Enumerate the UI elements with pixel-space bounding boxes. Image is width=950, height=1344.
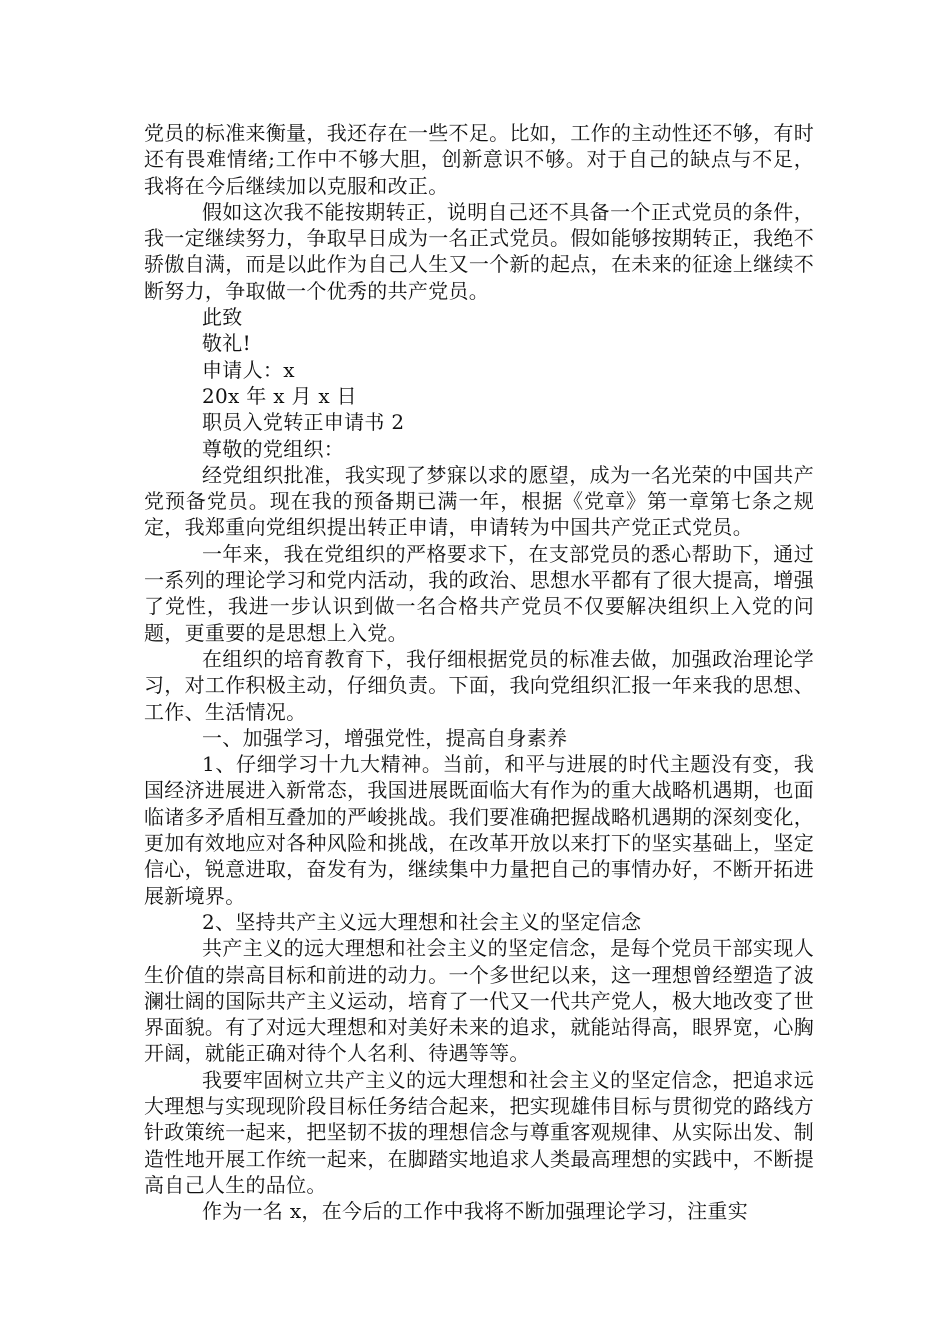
paragraph-past-year: 一年来，我在党组织的严格要求下，在支部党员的悉心帮助下，通过一系列的理论学习和党内活动，我的政治、思想水平都有了很大提高，增强了党性，我进一步认识到做一名合格共产党员不仅要解决组织上入党的问题，更重要的是思想上入党。 <box>144 541 814 645</box>
document-body <box>144 120 814 1224</box>
closing-regards: 敬礼! <box>202 331 251 356</box>
applicant-line: 申请人：x <box>202 357 295 382</box>
paragraph-application: 经党组织批准，我实现了梦寐以求的愿望，成为一名光荣的中国共产党预备党员。现在我的预备期已满一年，根据《党章》第一章第七条之规定，我郑重向党组织提出转正申请，申请转为中国共产党正式党员。 <box>144 462 814 540</box>
paragraph-probation-outcome: 假如这次我不能按期转正，说明自己还不具备一个正式党员的条件，我一定继续努力，争取早日成为一名正式党员。假如能够按期转正，我绝不骄傲自满，而是以此作为自己人生又一个新的起点，在未来的征途上继续不断努力，争取做一个优秀的共产党员。 <box>144 199 814 303</box>
date-line: 20x 年 x 月 x 日 <box>202 383 357 408</box>
heading-ideals: 2、坚持共产主义远大理想和社会主义的坚定信念 <box>202 909 642 934</box>
paragraph-continued: 党员的标准来衡量，我还存在一些不足。比如，工作的主动性还不够，有时还有畏难情绪;工作中不够大胆，创新意识不够。对于自己的缺点与不足，我将在今后继续加以克服和改正。 <box>144 121 814 198</box>
paragraph-education: 在组织的培育教育下，我仔细根据党员的标准去做，加强政治理论学习，对工作积极主动，仔细负责。下面，我向党组织汇报一年来我的思想、工作、生活情况。 <box>144 646 814 724</box>
paragraph-study-nineteenth: 1、仔细学习十九大精神。当前，和平与进展的时代主题没有变，我国经济进展进入新常态，我国进展既面临大有作为的重大战略机遇期，也面临诸多矛盾相互叠加的严峻挑战。我们要准确把握战略机遇期的深刻变化，更加有效地应对各种风险和挑战，在改革开放以来打下的坚实基础上，坚定信心，锐意进取，奋发有为，继续集中力量把自己的事情办好，不断开拓进展新境界。 <box>144 752 814 908</box>
heading-strengthen-study: 一、加强学习，增强党性，提高自身素养 <box>202 725 568 750</box>
closing-salutation: 此致 <box>202 305 243 330</box>
paragraph-future-work: 作为一名 x，在今后的工作中我将不断加强理论学习，注重实 <box>202 1199 749 1224</box>
paragraph-communist-ideals: 共产主义的远大理想和社会主义的坚定信念，是每个党员干部实现人生价值的崇高目标和前进的动力。一个多世纪以来，这一理想曾经塑造了波澜壮阔的国际共产主义运动，培育了一代又一代共产党人，极大地改变了世界面貌。有了对远大理想和对美好未来的追求，就能站得高，眼界宽，心胸开阔，就能正确对待个人名利、待遇等等。 <box>144 936 814 1066</box>
section-title: 职员入党转正申请书 2 <box>202 410 405 435</box>
greeting-line: 尊敬的党组织： <box>202 436 345 461</box>
paragraph-firm-beliefs: 我要牢固树立共产主义的远大理想和社会主义的坚定信念，把追求远大理想与实现现阶段目标任务结合起来，把实现雄伟目标与贯彻党的路线方针政策统一起来，把坚韧不拔的理想信念与尊重客观规律、从实际出发、制造性地开展工作统一起来，在脚踏实地追求人类最高理想的实践中，不断提高自己人生的品位。 <box>144 1067 814 1197</box>
